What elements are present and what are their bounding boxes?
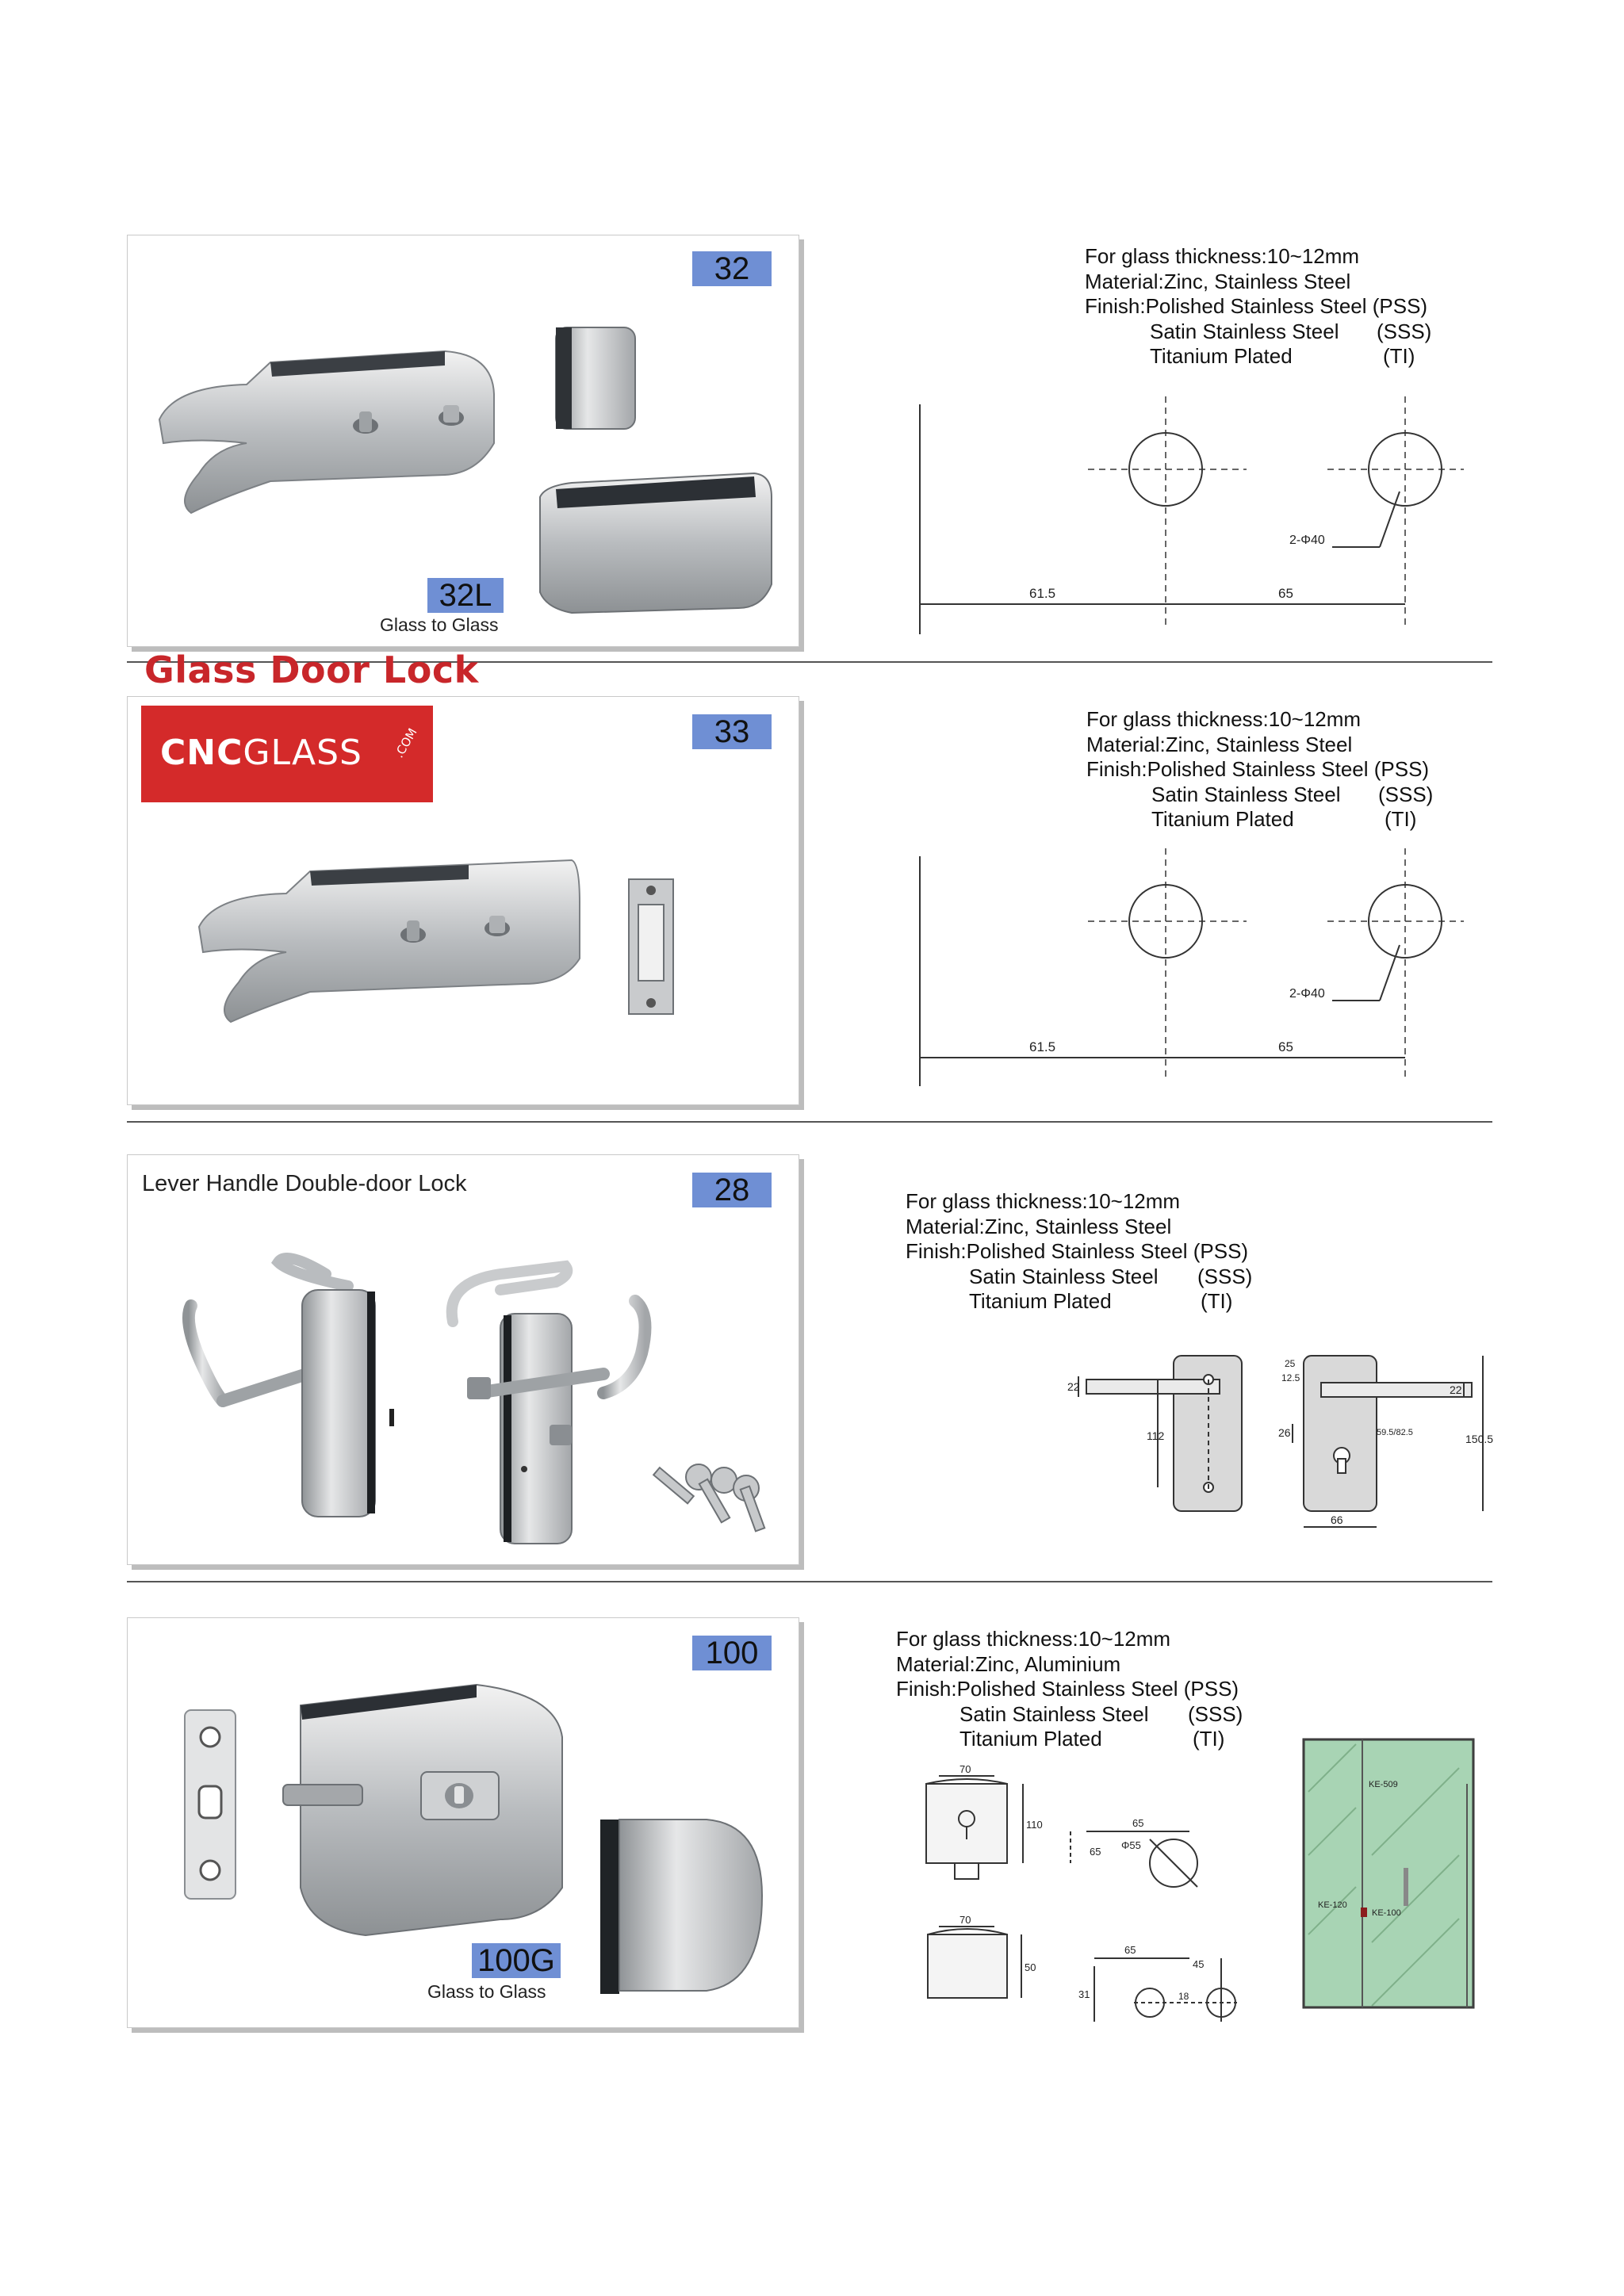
spec-titanium-code: (TI) bbox=[1201, 1289, 1233, 1313]
dim-18: 18 bbox=[1178, 1991, 1189, 2002]
technical-drawing-28 bbox=[1055, 1348, 1499, 1538]
spec-thickness: For glass thickness:10~12mm bbox=[1086, 707, 1362, 731]
spec-satin-label: Satin Stainless Steel bbox=[969, 1264, 1159, 1288]
dim-110: 110 bbox=[1026, 1819, 1043, 1831]
dim-70-bottom: 70 bbox=[959, 1914, 971, 1926]
model-badge-secondary: 32L bbox=[427, 578, 504, 613]
technical-drawing-33 bbox=[904, 840, 1475, 1094]
installation-diagram bbox=[1300, 1736, 1477, 2011]
product-caption: Glass to Glass bbox=[427, 1981, 546, 2002]
model-badge: 28 bbox=[692, 1173, 772, 1207]
page-title: Glass Door Lock bbox=[144, 649, 479, 691]
spec-block-33 bbox=[1086, 707, 1499, 832]
spec-finish: Finish:Polished Stainless Steel (PSS) bbox=[1085, 294, 1428, 318]
dim-25: 25 bbox=[1285, 1358, 1296, 1369]
dim-65-side: 65 bbox=[1090, 1846, 1101, 1858]
dim-65-top: 65 bbox=[1132, 1817, 1144, 1829]
dim-70-top: 70 bbox=[959, 1763, 971, 1775]
spec-finish: Finish:Polished Stainless Steel (PSS) bbox=[1086, 757, 1430, 781]
spec-satin-code: (SSS) bbox=[1378, 782, 1434, 806]
model-badge-secondary: 100G bbox=[472, 1943, 561, 1978]
model-badge: 33 bbox=[692, 714, 772, 749]
dim-66: 66 bbox=[1331, 1513, 1343, 1526]
logo-brand-light: GLASS bbox=[243, 733, 362, 773]
spec-titanium-code: (TI) bbox=[1193, 1727, 1225, 1751]
technical-drawing-100 bbox=[904, 1760, 1261, 2038]
spec-satin-label: Satin Stainless Steel bbox=[1150, 319, 1339, 343]
dim-50: 50 bbox=[1025, 1961, 1036, 1973]
spec-titanium-label: Titanium Plated bbox=[959, 1727, 1102, 1751]
spec-material: Material:Zinc, Stainless Steel bbox=[906, 1214, 1172, 1238]
spec-thickness: For glass thickness:10~12mm bbox=[906, 1189, 1181, 1213]
dim-65-bottom: 65 bbox=[1124, 1944, 1136, 1956]
spec-finish-titanium bbox=[906, 1289, 1318, 1314]
spec-thickness: For glass thickness:10~12mm bbox=[1085, 244, 1360, 268]
spec-thickness: For glass thickness:10~12mm bbox=[896, 1627, 1171, 1651]
install-tag-ke-100: KE-100 bbox=[1372, 1908, 1401, 1918]
logo-brand-bold: CNC bbox=[160, 733, 243, 773]
section-divider bbox=[127, 1121, 1492, 1123]
brand-logo bbox=[141, 706, 433, 802]
product-caption: Glass to Glass bbox=[380, 614, 499, 635]
spec-finish-titanium bbox=[896, 1727, 1308, 1752]
spec-finish-satin bbox=[1085, 320, 1497, 345]
spec-satin-code: (SSS) bbox=[1188, 1701, 1243, 1726]
spec-material: Material:Zinc, Aluminium bbox=[896, 1651, 1121, 1676]
dim-65: 65 bbox=[1278, 586, 1293, 601]
spec-satin-label: Satin Stainless Steel bbox=[959, 1701, 1149, 1726]
spec-titanium-code: (TI) bbox=[1383, 344, 1415, 368]
spec-finish-satin bbox=[906, 1265, 1318, 1290]
dim-61-5: 61.5 bbox=[1029, 586, 1056, 601]
spec-block-32 bbox=[1085, 244, 1497, 369]
dim-holes: 2-Φ40 bbox=[1289, 987, 1325, 1001]
dim-65: 65 bbox=[1278, 1039, 1293, 1054]
logo-suffix: .COM bbox=[392, 725, 420, 760]
spec-satin-code: (SSS) bbox=[1197, 1264, 1253, 1288]
spec-finish-satin bbox=[896, 1702, 1308, 1728]
spec-satin-code: (SSS) bbox=[1377, 319, 1432, 343]
spec-material: Material:Zinc, Stainless Steel bbox=[1085, 269, 1351, 293]
product-card-28 bbox=[127, 1154, 799, 1565]
install-tag-ke-120: KE-120 bbox=[1318, 1900, 1347, 1910]
model-badge: 32 bbox=[692, 251, 772, 286]
dim-61-5: 61.5 bbox=[1029, 1039, 1056, 1054]
spec-finish-titanium bbox=[1085, 344, 1497, 369]
spec-block-28 bbox=[906, 1189, 1318, 1314]
product-photo-100 bbox=[128, 1618, 799, 2027]
product-card-100 bbox=[127, 1617, 799, 2028]
spec-titanium-label: Titanium Plated bbox=[969, 1289, 1112, 1313]
dim-dia-55: Φ55 bbox=[1121, 1839, 1141, 1851]
dim-26: 26 bbox=[1278, 1426, 1291, 1439]
dim-59-5: 59.5/82.5 bbox=[1377, 1428, 1413, 1437]
model-badge: 100 bbox=[692, 1636, 772, 1670]
spec-titanium-label: Titanium Plated bbox=[1151, 807, 1294, 831]
product-card-32 bbox=[127, 235, 799, 647]
technical-drawing-32 bbox=[904, 388, 1475, 642]
product-title: Lever Handle Double-door Lock bbox=[142, 1171, 467, 1196]
dim-holes: 2-Φ40 bbox=[1289, 534, 1325, 547]
spec-material: Material:Zinc, Stainless Steel bbox=[1086, 732, 1353, 756]
dim-22-right: 22 bbox=[1450, 1383, 1462, 1396]
spec-titanium-code: (TI) bbox=[1385, 807, 1417, 831]
spec-satin-label: Satin Stainless Steel bbox=[1151, 782, 1341, 806]
dim-45: 45 bbox=[1193, 1958, 1205, 1970]
dim-150-5: 150.5 bbox=[1465, 1433, 1494, 1445]
dim-22-left: 22 bbox=[1067, 1380, 1080, 1393]
product-photo-28 bbox=[128, 1155, 799, 1564]
section-divider bbox=[127, 1581, 1492, 1582]
install-tag-ke-509: KE-509 bbox=[1369, 1780, 1398, 1789]
dim-31: 31 bbox=[1078, 1988, 1090, 2000]
spec-finish-satin bbox=[1086, 783, 1499, 808]
spec-finish: Finish:Polished Stainless Steel (PSS) bbox=[896, 1677, 1239, 1701]
dim-112: 112 bbox=[1147, 1429, 1165, 1442]
spec-block-100 bbox=[896, 1627, 1308, 1752]
dim-12-5: 12.5 bbox=[1281, 1372, 1300, 1383]
spec-finish-titanium bbox=[1086, 807, 1499, 832]
spec-finish: Finish:Polished Stainless Steel (PSS) bbox=[906, 1239, 1249, 1263]
spec-titanium-label: Titanium Plated bbox=[1150, 344, 1293, 368]
